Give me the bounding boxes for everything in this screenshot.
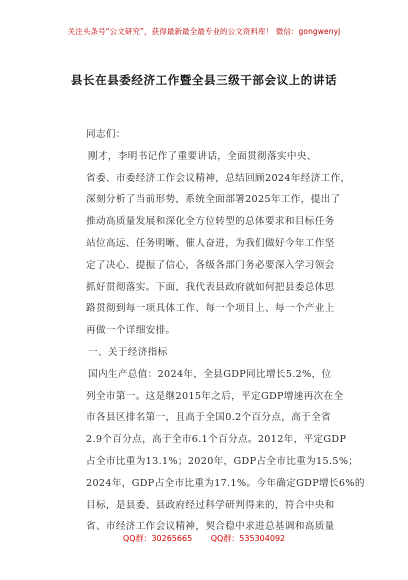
paragraph-line: 定了决心、提振了信心，各级各部门务必要深入学习领会 bbox=[86, 259, 335, 271]
document-title: 县长在县委经济工作暨全县三级干部会议上的讲话 bbox=[70, 73, 338, 87]
paragraph-line: 列全市第一。这是继2015年之后，平定GDP增速再次在全 bbox=[86, 390, 344, 402]
paragraph-line: 2.9个百分点，高于全市6.1个百分点。2012年，平定GDP bbox=[86, 434, 347, 446]
header-banner: 关注头条号“公文研究”，获得最新最全最专业的公文资料库！ 微信：gongwenyj bbox=[67, 27, 341, 36]
footer-contact bbox=[0, 533, 408, 544]
paragraph-line: 2024年，GDP占全市比重为17.1%。今年确定GDP增长6%的 bbox=[86, 477, 365, 489]
paragraph-line: 站位高远、任务明晰、催人奋进，为我们做好今年工作坚 bbox=[86, 237, 335, 249]
paragraph-line: 市各县区排名第一，且高于全国0.2个百分点，高于全省 bbox=[86, 412, 332, 424]
footer-qq-group-1: QQ群：30265665 bbox=[122, 534, 193, 543]
salutation: 同志们： bbox=[86, 129, 126, 140]
paragraph-line: 再做一个详细安排。 bbox=[86, 325, 176, 337]
paragraph-line: 国内生产总值：2024年，全县GDP同比增长5.2%，位 bbox=[88, 368, 332, 380]
paragraph-line: 省委、市委经济工作会议精神，总结回顾2024年经济工作， bbox=[86, 172, 351, 184]
section-heading: 一、关于经济指标 bbox=[88, 346, 168, 358]
paragraph-line: 刚才，李明书记作了重要讲话，全面贯彻落实中央、 bbox=[88, 150, 317, 162]
paragraph-line: 深刻分析了当前形势，系统全面部署2025年工作，提出了 bbox=[86, 194, 341, 206]
paragraph-line: 省、市经济工作会议精神，契合稳中求进总基调和高质量 bbox=[86, 521, 335, 533]
paragraph-line: 目标，是县委、县政府经过科学研判得来的，符合中央和 bbox=[86, 499, 335, 511]
paragraph-line: 抓好贯彻落实。下面，我代表县政府就如何把县委总体思 bbox=[86, 281, 335, 293]
paragraph-line: 路贯彻到每一项具体工作、每一个项目上、每一个产业上 bbox=[86, 303, 335, 315]
footer-qq-group-2: QQ群：535304092 bbox=[210, 534, 286, 543]
paragraph-line: 占全市比重为13.1%；2020年，GDP占全市比重为15.5%； bbox=[86, 455, 359, 467]
document-body bbox=[86, 124, 370, 538]
paragraph-line: 推动高质量发展和深化全方位转型的总体要求和目标任务 bbox=[86, 216, 335, 228]
